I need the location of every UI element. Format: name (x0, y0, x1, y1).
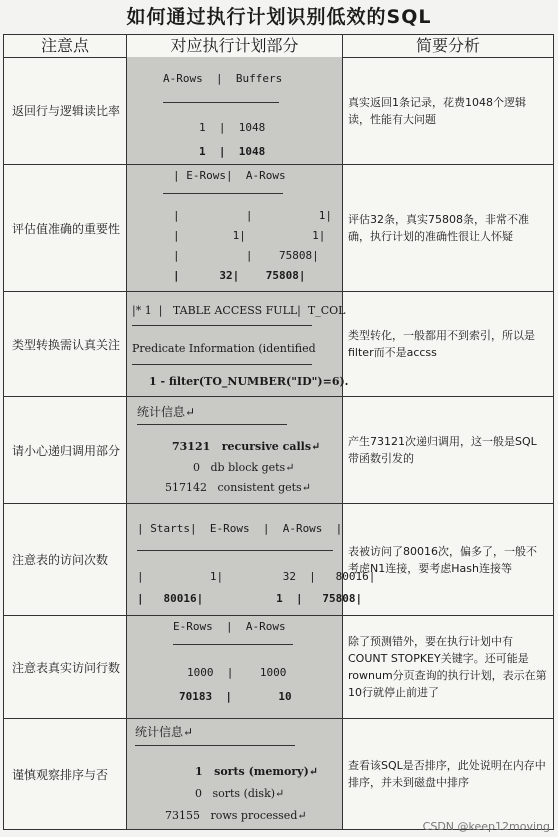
plan-line: 1000 | 1000 (187, 666, 287, 679)
plan-line: 统计信息↵ (135, 725, 194, 739)
plan-line: | | 1| (173, 209, 332, 222)
plan-line: 1 | 1048 (199, 121, 266, 134)
plan-line: 统计信息↵ (137, 405, 196, 419)
table-row (4, 57, 553, 165)
row-note: 注意表真实访问行数 (4, 616, 127, 718)
plan-divider (163, 102, 279, 103)
plan-line: A-Rows | Buffers (163, 72, 283, 85)
plan-divider (173, 644, 293, 645)
plan-divider (137, 550, 333, 551)
plan-line: | 32| 75808| (173, 269, 306, 282)
plan-line: | 80016| 1 | 75808| (137, 592, 363, 605)
plan-line: 517142 consistent gets↵ (165, 481, 311, 494)
header-note: 注意点 (4, 35, 127, 57)
row-analysis: 评估32条，真实75808条，非常不准确，执行计划的准确性很让人怀疑 (348, 213, 529, 243)
watermark: CSDN @keep12moving (422, 820, 550, 833)
row-analysis: 类型转化，一般都用不到索引，所以是filter而不是accss (348, 329, 535, 359)
row-analysis: 产生73121次递归调用，这一般是SQL带函数引发的 (348, 435, 537, 465)
row-analysis: 除了预测错外，要在执行计划中有COUNT STOPKEY关键字。还可能是rownum分页查询的执行计划，表示在第10行就停止前进了 (348, 635, 547, 699)
plan-divider (163, 193, 283, 194)
row-note: 类型转换需认真关注 (4, 292, 127, 396)
row-plan (127, 165, 343, 291)
row-plan (127, 397, 343, 503)
plan-line: 73121 recursive calls↵ (172, 440, 321, 453)
row-plan (127, 504, 376, 615)
row-note: 注意表的访问次数 (4, 504, 127, 615)
row-plan (127, 719, 343, 829)
table-header (4, 35, 553, 58)
row-note: 请小心递归调用部分 (4, 397, 127, 503)
header-plan: 对应执行计划部分 (127, 35, 343, 57)
plan-line: 1 - filter(TO_NUMBER("ID")=6). (149, 375, 349, 388)
table-row (4, 719, 553, 829)
plan-divider (137, 424, 287, 425)
header-analysis: 简要分析 (415, 36, 480, 55)
row-analysis: 表被访问了80016次，偏多了，一般不考虑N1连接，要考虑Hash连接等 (348, 544, 537, 575)
row-note: 谨慎观察排序与否 (4, 719, 127, 829)
row-plan (127, 616, 343, 718)
plan-line: | Starts| E-Rows | A-Rows | (137, 522, 343, 535)
row-analysis: 查看该SQL是否排序，此处说明在内存中排序，并未到磁盘中排序 (348, 759, 546, 789)
plan-divider (132, 325, 312, 326)
table-row (4, 292, 553, 397)
plan-line: 0 sorts (disk)↵ (195, 787, 285, 800)
plan-line: E-Rows | A-Rows (173, 620, 286, 633)
plan-line: 1 sorts (memory)↵ (195, 765, 318, 778)
plan-divider (135, 745, 295, 746)
plan-line: 0 db block gets↵ (193, 461, 295, 474)
plan-line: |* 1 | TABLE ACCESS FULL| T_COL (132, 304, 346, 317)
analysis-table (3, 34, 554, 830)
page-title: 如何通过执行计划识别低效的SQL (126, 6, 432, 28)
plan-line: | | 75808| (173, 249, 319, 262)
plan-line: | E-Rows| A-Rows (173, 169, 286, 182)
row-plan (127, 292, 349, 396)
row-plan (127, 57, 343, 164)
plan-divider (132, 364, 312, 365)
table-row (4, 616, 553, 719)
plan-line: Predicate Information (identified (132, 342, 316, 355)
plan-line: 73155 rows processed↵ (165, 809, 307, 822)
plan-line: 70183 | 10 (179, 690, 292, 703)
row-note: 评估值准确的重要性 (4, 165, 127, 291)
row-note: 返回行与逻辑读比率 (4, 57, 127, 164)
plan-line: 1 | 1048 (199, 145, 266, 158)
table-row (4, 165, 553, 292)
table-row (4, 504, 553, 616)
table-row (4, 397, 553, 504)
plan-line: | 1| 1| (173, 229, 326, 242)
plan-line: | 1| 32 | 80016| (137, 570, 376, 583)
row-analysis: 真实返回1条记录，花费1048个逻辑读，性能有大问题 (348, 95, 526, 126)
